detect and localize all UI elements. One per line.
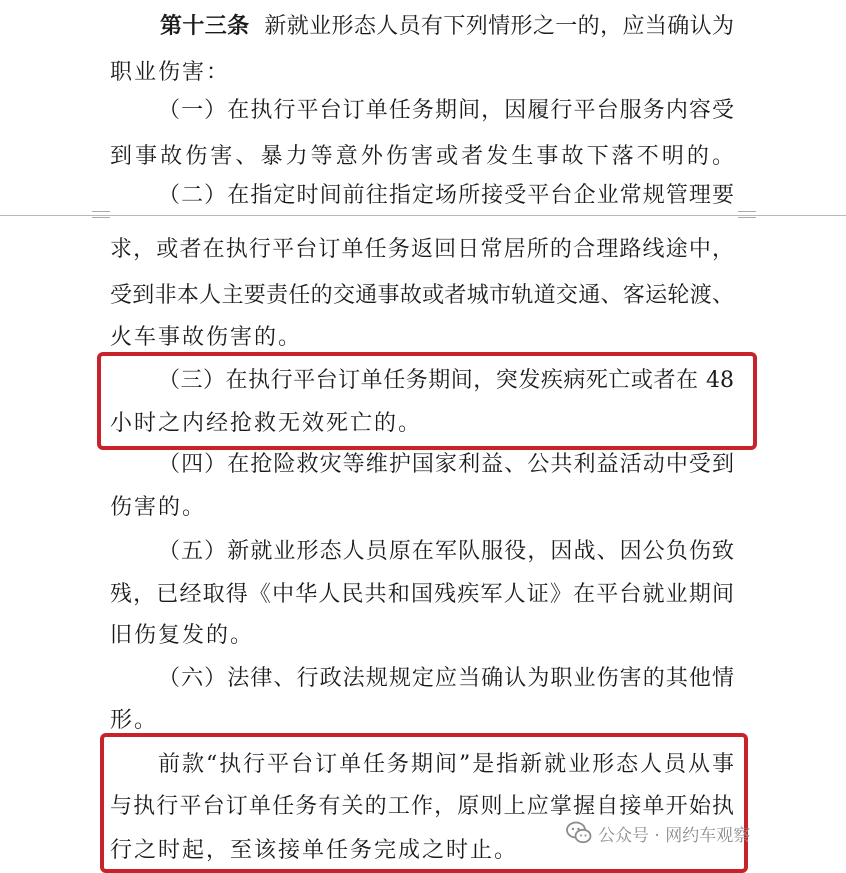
text-line: 受到非本人主要责任的交通事故或者城市轨道交通、客运轮渡、 bbox=[110, 283, 734, 308]
watermark bbox=[566, 818, 750, 848]
article-heading: 第十三条 bbox=[160, 13, 250, 39]
text-line: 与执行平台订单任务有关的工作，原则上应掌握自接单开始执 bbox=[110, 794, 734, 819]
text-line: （二）在指定时间前往指定场所接受平台企业常规管理要 bbox=[158, 183, 734, 208]
text-line bbox=[160, 11, 734, 42]
text-line: 伤害的。 bbox=[110, 495, 207, 520]
text-line: 残，已经取得《中华人民共和国残疾军人证》在平台就业期间 bbox=[110, 582, 734, 607]
watermark-text: 公众号 · 网约车观察 bbox=[598, 825, 751, 846]
highlight-box bbox=[100, 733, 751, 873]
text-line: 火车事故伤害的。 bbox=[110, 325, 303, 350]
page-corner-mark bbox=[92, 211, 110, 218]
highlight-box bbox=[97, 352, 757, 450]
text-line: （四）在抢险救灾等维护国家利益、公共利益活动中受到 bbox=[158, 452, 734, 477]
text-line: （六）法律、行政法规规定应当确认为职业伤害的其他情 bbox=[158, 666, 734, 691]
text-line: 前款“执行平台订单任务期间”是指新就业形态人员从事 bbox=[158, 752, 734, 777]
text-line: 到事故伤害、暴力等意外伤害或者发生事故下落不明的。 bbox=[110, 144, 734, 169]
page-corner-mark bbox=[738, 211, 756, 218]
text-line: 形。 bbox=[110, 708, 159, 733]
text-line: 求，或者在执行平台订单任务返回日常居所的合理路线途中， bbox=[110, 237, 734, 262]
text-line: （三）在执行平台订单任务期间，突发疾病死亡或者在 48 bbox=[158, 368, 734, 393]
page-break-line bbox=[0, 215, 846, 216]
text-line: （一）在执行平台订单任务期间，因履行平台服务内容受 bbox=[158, 98, 734, 123]
wechat-icon bbox=[566, 821, 592, 845]
text-line: 旧伤复发的。 bbox=[110, 623, 255, 648]
text-line: 职业伤害： bbox=[110, 60, 231, 85]
text-fragment: 新就业形态人员有下列情形之一的，应当确认为 bbox=[264, 14, 734, 39]
text-line: （五）新就业形态人员原在军队服役，因战、因公负伤致 bbox=[158, 539, 734, 564]
text-line: 小时之内经抢救无效死亡的。 bbox=[110, 411, 423, 436]
text-line: 行之时起，至该接单任务完成之时止。 bbox=[110, 838, 519, 863]
